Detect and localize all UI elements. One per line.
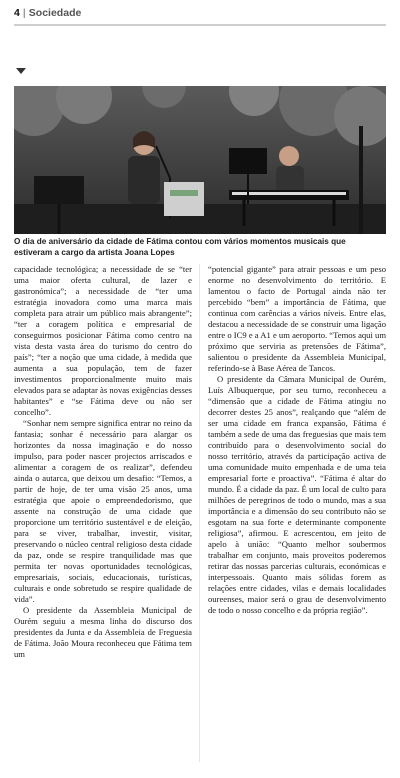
concert-photo-illustration (14, 86, 386, 234)
article-body (14, 264, 386, 764)
photo-caption: O dia de aniversário da cidade de Fátima contou com vários momentos musicais que estiveram a cargo da artista Joana Lopes (14, 237, 346, 257)
page-number: 4 (14, 7, 20, 19)
article-photo (14, 86, 386, 234)
column-divider (199, 264, 200, 762)
paragraph: “potencial gigante” para atrair pessoas e um peso enorme no desenvolvimento do território. E lamentou o facto de Portugal ainda não ter percebido “bem” a importância de Fátima, que continua com carências a vários níveis. Entre elas, destacou a necessidade de se construir uma ligação entre o IC9 e a A1 e um aeroporto. “Temos aqui um próximo que serviria as pretensões de Fátima”, salientou o presidente da Assembleia Municipal, referindo-se à Base Aérea de Tancos. (208, 264, 386, 373)
paragraph: capacidade tecnológica; a necessidade de se “ter uma maior oferta cultural, de lazer e gastronómica”; a necessidade de “ter uma estratégia inovadora como uma marca mais completa para atrair um público mais abrangente”; “ter a coragem política e empresarial de conseguirmos posicionar Fátima como centro na vista desta vasta área do turismo do centro do país”; “ter a noção que uma cidade, à medida que aumenta a sua população, tem de fazer investimentos proporcionalmente muito mais elevados para se adaptar às novas exigências desses habitantes” e “se Fátima deve ou não ser concelho”. (14, 264, 192, 417)
paragraph: O presidente da Assembleia Municipal de Ourém seguiu a mesma linha do discurso dos presidentes da Junta e da Assembleia de Freguesia de Fátima. João Moura reconheceu que Fátima tem um (14, 605, 192, 659)
paragraph: “Sonhar nem sempre significa entrar no reino da fantasia; sonhar é necessário para alargar os horizontes da nossa imaginação e do nosso impulso, para poder nascer projectos arriscados e alimentar a coragem de os realizar”, defendeu ainda o autarca, que deixou um desafio: “Temos, a partir de hoje, de ter uma visão 25 anos, uma estratégia que apoie o empreendedorismo, que assente na construção de uma cidade que proporcione um território sustentável e de eleição, para se viver, trabalhar, investir, visitar, preservando o núcleo central religioso desta cidade da paz, onde se respire tranquilidade mas que permita ter novas oportunidades tecnológicas, empresariais, sociais, educacionais, turísticas, culturais e onde sobretudo se respire qualidade de vida”. (14, 418, 192, 604)
section-name: Sociedade (28, 7, 82, 19)
triangle-marker-icon (16, 68, 26, 74)
article-column-right (208, 264, 386, 764)
paragraph: O presidente da Câmara Municipal de Ourém, Luís Albuquerque, por seu turno, reconheceu a “dimensão que a cidade de Fátima atingiu no decorrer destes 25 anos”, realçando que “além de ser uma cidade em franca expansão, Fátima é também a sede de uma das freguesias que mais tem contribuído para o desenvolvimento social do nosso território, através da participação activa de uma comunidade muito empenhada e de uma teia empresarial forte e proactiva”. “Fátima é altar do mundo. É a cidade da paz. É um local de culto para milhões de peregrinos de todo o mundo, mas a sua importância e a dimensão do seu contributo não se esgotam na sua forte e determinante componente religiosa”, afirmou. E acrescentou, em jeito de apelo à união: “Quanto melhor soubermos trabalhar em conjunto, mais proveitos poderemos retirar das nossas parcerias culturais, económicas e interpessoais. Quanto mais sólidas forem as relações entre cidades, vilas e demais localidades oureenses, maior será o grau de desenvolvimento de todo o nosso concelho e da própria região”. (208, 374, 386, 615)
header-divider (14, 24, 386, 26)
stage-speaker-icon (164, 182, 204, 216)
header-separator: | (22, 7, 26, 19)
article-column-left (14, 264, 192, 764)
page-header (14, 4, 386, 22)
